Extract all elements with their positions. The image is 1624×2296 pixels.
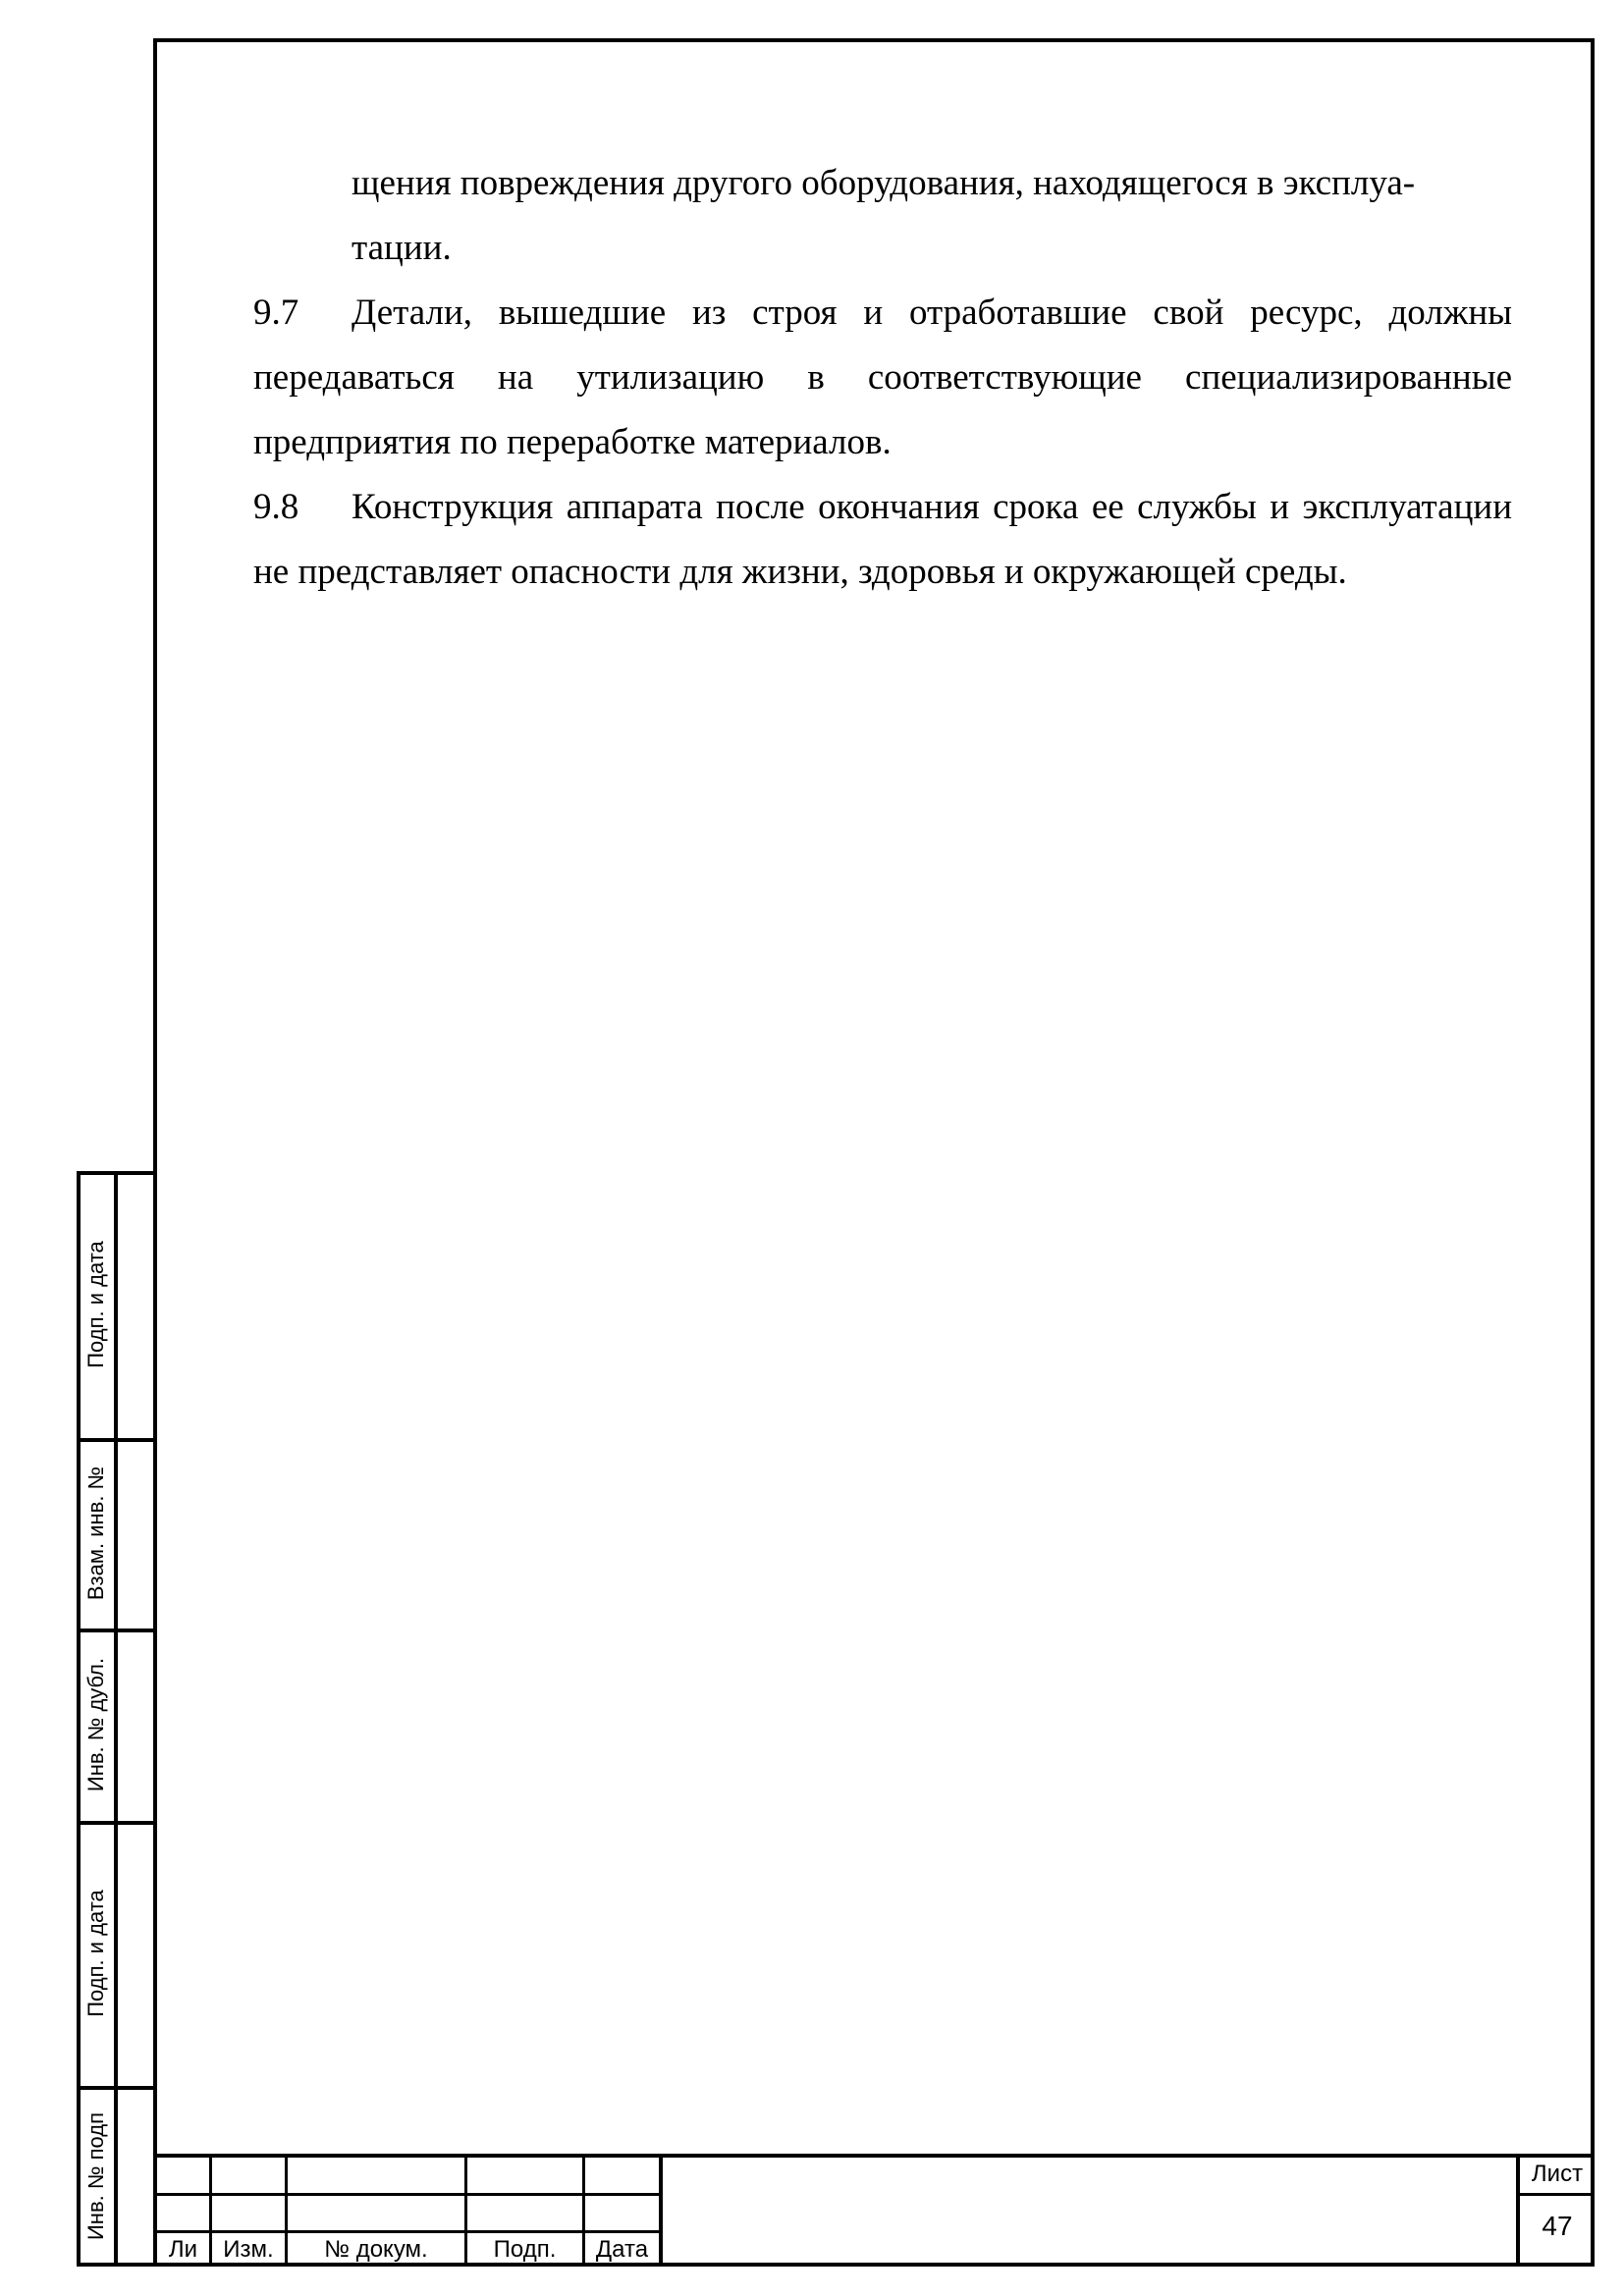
side-label-orig-inv: Инв. № подп [83,2111,109,2241]
col-header-li: Ли [168,2236,198,2263]
item-text: Детали, вышедшие из строя и отработавшие свой ресурс, должны передаваться на утилизацию в соответствующие специализированные предприятия по переработке материалов. [253,293,1512,462]
side-label-sign-date-2: Подп. и дата [83,1890,108,2017]
col-header-doc-num: № докум. [324,2236,428,2263]
sheet-label: Лист [1531,2161,1584,2187]
col-header-izm: Изм. [223,2236,274,2263]
sheet-number: 47 [1542,2211,1573,2241]
paragraph-continuation [253,151,1512,281]
item-text: Конструкция аппарата после окончания срока ее службы и эксплуатации не представляет опасности для жизни, здоровья и окружающей среды. [253,487,1512,592]
item-number: 9.7 [253,293,299,333]
side-label-dup-inv: Инв. № дубл. [83,1657,109,1792]
side-label-sign-date-1: Подп. и дата [83,1241,108,1368]
paragraph-9-8 [253,475,1512,605]
item-number: 9.8 [253,487,299,527]
document-body [253,151,1512,605]
side-label-replaced-inv: Взам. инв. № [83,1466,109,1601]
continuation-line-1: щения повреждения другого оборудования, находящегося в эксплуа- [352,163,1416,203]
col-header-date: Дата [595,2236,649,2263]
continuation-line-2: тации. [352,228,452,268]
paragraph-9-7 [253,281,1512,475]
col-header-sign: Подп. [493,2236,557,2263]
side-stamp-strip [77,1171,157,2267]
